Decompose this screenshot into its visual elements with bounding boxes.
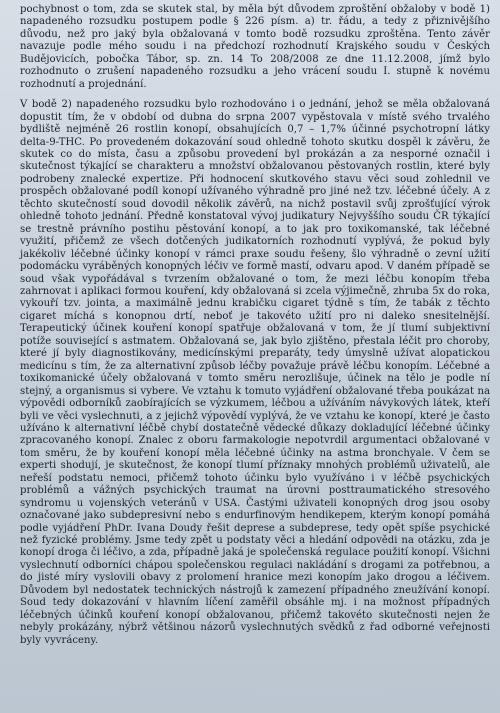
paragraph-1: pochybnost o tom, zda se skutek stal, by měla být důvodem zproštění obžaloby v bodě 1) napadeného rozsudku postupem podle § 226 písm. a) tr. řádu, a tedy z přiznivějšího důvodu, než pro jaký byla obžalovaná v tomto bodě rozsudku zproštěna. Tento závěr navazuje podle mého soudu i na předchozí rozhodnutí Krajského soudu v Českých Budějovicích, pobočka Tábor, sp. zn. 14 To 208/2008 ze dne 11.12.2008, jímž bylo rozhodnuto o zrušení napadeného rozsudku a jeho vrácení soudu I. stupně k novému rozhodnutí a projednání.	[20, 4, 490, 90]
paragraph-2: V bodě 2) napadeného rozsudku bylo rozhodováno i o jednání, jehož se měla obžalovaná dopustit tím, že v období od dubna do srpna 2007 vypěstovala v místě svého trvalého bydliště nejméně 26 rostlin konopí, obsahujících 0,7 – 1,7% účinné psychotropní látky delta-9-THC. Po provedeném dokazování soud ohledně tohoto skutku dospěl k závěru, že skutek co do místa, času a způsobu provedení byl prokázán a za nesporné označil i skutečnost týkající se charakteru a množství obžalovanou pěstovaných rostlin, které byly podrobeny znalecké expertize. Při hodnocení skutkového stavu věci soud zohlednil ve prospěch obžalované podíl konopí užívaného výhradně pro jiné než tzv. léčebné účely. A z těchto skutečností soud dovodil několik závěrů, na nichž postavil svůj zprošťující výrok ohledně tohoto jednání. Předně konstatoval vývoj judikatury Nejvyššího soudu ČR týkající se trestně právního postihu pěstování konopí, a to jak pro toxikomanské, tak léčebné využití, přičemž ze všech dotčených judikatorních rozhodnutí vyplývá, že pokud byly jakékoliv léčebné účinky konopí v rámci praxe soudu řešeny, šlo výhradně o zevní užití podomácku vyráběných konopných léčiv ve formě mastí, odvaru apod. V daném případě se soud však vypořádával s tvrzením obžalované o tom, že mezi léčbu konopím třeba zahrnovat i aplikaci formou kouření, kdy obžalovaná si zcela výjimečně, zhruba 5x do roka, vykouří tzv. jointa, a maximálně jednu krabičku cigaret týdně s tím, že tabák z těchto cigaret míchá s konopnou drtí, neboť je takovéto užití pro ni daleko snesitelnější. Terapeutický účinek kouření konopí spatřuje obžalovaná v tom, že jí tlumí subjektivní potíže související s astmatem. Obžalovaná se, jak bylo zjištěno, přestala léčit pro choroby, které jí byly diagnostikovány, medicínskými preparáty, tedy úmyslně užívat alopatickou medicínu s tím, že za alternativní způsob léčby považuje právě léčbu konopím. Léčebné a toxikomanické účely obžalovaná v tomto směru nerozlišuje, účinek na tělo je podle ní stejný, a organismus si vybere. Ve vztahu k tomuto vyjádření obžalované třeba poukázat na výpovědi odborníků zaobírajících se výzkumem, léčbou a užíváním návykových látek, kteří byli ve věci vyslechnuti, a z jejichž výpovědí vyplývá, že ve vztahu ke konopí, které je často užíváno k alternativní léčbě chybí dostatečně vědecké důkazy dokladující léčebné účinky zpracovaného konopí. Znalec z oboru farmakologie nepotvrdil argumentaci obžalované v tom směru, že by kouření konopí měla léčebné účinky na astma bronchyale. V čem se experti shodují, je skutečnost, že konopí tlumí příznaky mnohých problémů uživatelů, ale neřeší podstatu nemoci, přičemž tohoto účinku bylo využíváno i v léčbě psychických problémů a vážných psychických traumat na úrovni posttraumatického stresového syndromu u vojenských veteránů v USA. Častými uživateli konopných drog jsou osoby označované jako subdepresivní nebo s endurfinovým hendikepem, kterým konopí pomáhá podle vyjádření PhDr. Ivana Doudy řešit deprese a subdeprese, tedy opět spíše psychické než fyzické problémy. Jsme tedy zpět u podstaty věci a hledání odpovědi na otázku, zda je konopí droga či léčivo, a zda, případně jaká je společenská regulace použití konopí. Všichni vyslechnutí odborníci chápou společenskou regulaci nakládání s drogami za potřebnou, a do jisté míry vyslovili obavy z prolomení hranice mezi konopím jako drogou a léčivem. Důvodem byl nedostatek technických nástrojů k zamezení případného zneužívání konopí. Soud tedy dokazování v hlavním líčení zaměřil obsáhle mj. i na možnost případných léčebných účinků kouření konopí obžalovanou, přičemž takovéto skutečnosti nejen že nebyly prokázány, nýbrž většinou názorů vyslechnutých svědků z řad odborné veřejnosti byly vyvráceny.	[20, 99, 490, 646]
